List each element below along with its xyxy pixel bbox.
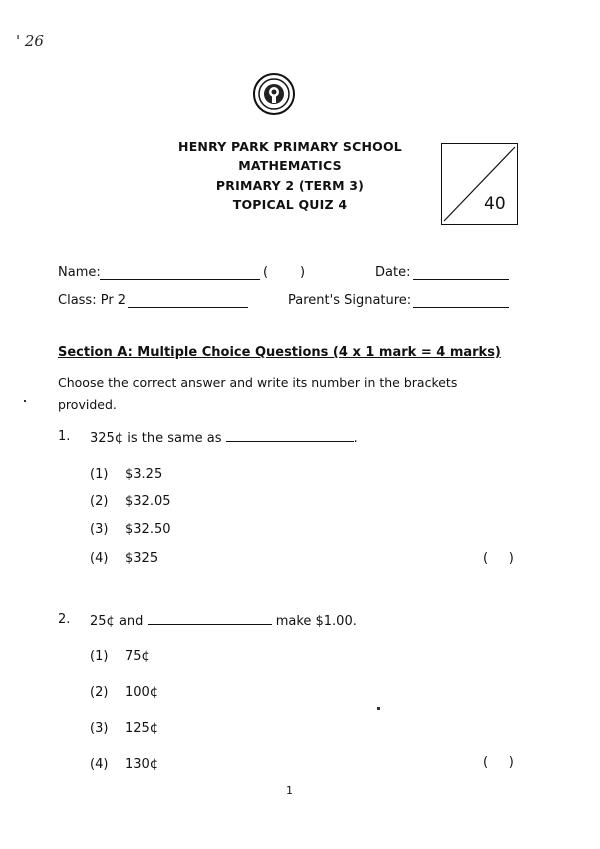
q1-option-2-text: $32.05 [125,494,171,509]
q1-option-3-num: (3) [90,522,109,537]
class-label: Class: Pr 2 [58,293,127,308]
q1-option-1-num: (1) [90,467,109,482]
instruction-line-2: provided. [58,397,117,412]
index-paren-close: ) [300,265,306,280]
school-crest-logo [252,72,296,116]
question-2-text-before: 25¢ and [90,614,144,629]
question-2-blank[interactable] [148,612,272,625]
q2-option-1-text: 75¢ [125,649,150,664]
q2-option-2-text: 100¢ [125,685,159,700]
q2-option-3-num: (3) [90,721,109,736]
subject-title: MATHEMATICS [238,158,342,173]
instruction-line-1: Choose the correct answer and write its number in the brackets [58,375,458,390]
parent-signature-field[interactable] [413,307,509,308]
q1-option-3-text: $32.50 [125,522,171,537]
stray-mark [24,400,26,402]
question-1-answer-bracket[interactable]: ( ) [483,551,514,566]
q2-option-1-num: (1) [90,649,109,664]
name-field[interactable] [100,279,260,280]
q2-option-3-text: 125¢ [125,721,159,736]
score-box [441,143,518,225]
corner-note: ' 26 [16,32,44,50]
stray-mark-2 [377,707,380,710]
question-2-number: 2. [58,612,71,627]
school-name: HENRY PARK PRIMARY SCHOOL [178,139,402,154]
score-total: 40 [484,194,506,214]
index-number-field[interactable] [272,264,298,282]
parent-signature-label: Parent's Signature: [288,293,412,308]
class-field[interactable] [128,307,248,308]
question-1-blank[interactable] [226,429,354,442]
q1-option-4-num: (4) [90,551,109,566]
question-2-text-after: make $1.00. [275,614,357,629]
level-title: PRIMARY 2 (TERM 3) [215,178,365,193]
q1-option-1-text: $3.25 [125,467,163,482]
question-1-text-before: 325¢ is the same as [90,431,222,446]
q2-option-4-text: 130¢ [125,757,159,772]
q1-option-2-num: (2) [90,494,109,509]
question-1-number: 1. [58,429,71,444]
question-1-text [90,429,358,446]
question-1-text-after: . [353,431,358,446]
score-diagonal-line [441,143,518,225]
date-field[interactable] [413,279,509,280]
q2-option-2-num: (2) [90,685,109,700]
question-2-text [90,612,357,629]
page-number: 1 [286,784,293,797]
question-2-answer-bracket[interactable]: ( ) [483,755,514,770]
q1-option-4-text: $325 [125,551,159,566]
q2-option-4-num: (4) [90,757,109,772]
date-label: Date: [375,265,411,280]
section-a-title: Section A: Multiple Choice Questions (4 x 1 mark = 4 marks) [58,345,501,360]
index-paren-open: ( [263,265,269,280]
name-label: Name: [58,265,101,280]
quiz-title: TOPICAL QUIZ 4 [232,197,348,212]
